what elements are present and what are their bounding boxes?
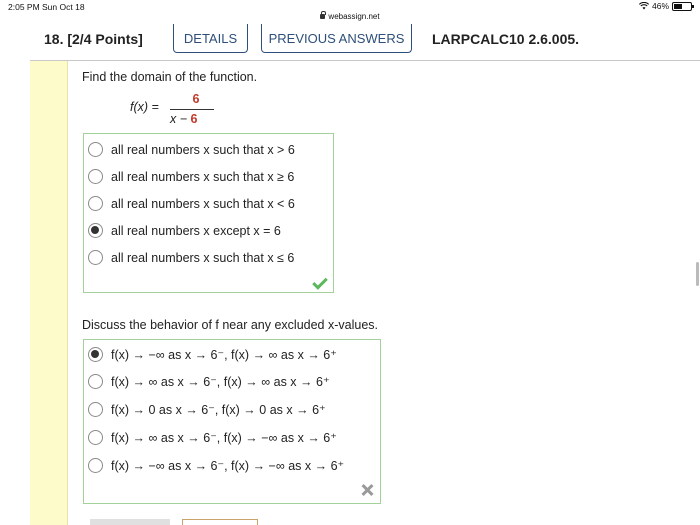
- option-label: all real numbers x such that x ≥ 6: [111, 169, 295, 184]
- wifi-icon: [639, 2, 649, 10]
- part2-option[interactable]: [88, 374, 330, 389]
- option-label: f(x) → ∞ as x → 6⁻, f(x) → −∞ as x → 6⁺: [111, 431, 337, 445]
- incorrect-x-icon: [360, 483, 374, 497]
- part1-prompt: Find the domain of the function.: [82, 70, 258, 84]
- url-bar[interactable]: [0, 12, 700, 24]
- url-text: webassign.net: [328, 12, 380, 21]
- part2-option[interactable]: [88, 347, 337, 362]
- question-points: [2/4 Points]: [67, 31, 143, 47]
- denominator-value: 6: [190, 112, 198, 126]
- fraction-bar: [170, 109, 214, 110]
- part2-option[interactable]: [88, 430, 337, 445]
- part1-option[interactable]: [88, 142, 295, 157]
- question-number-text: 18.: [44, 31, 64, 47]
- option-label: f(x) → ∞ as x → 6⁻, f(x) → ∞ as x → 6⁺: [111, 375, 330, 389]
- radio-button[interactable]: [88, 458, 103, 473]
- part2-prompt: Discuss the behavior of f near any excluded x-values.: [82, 318, 378, 332]
- option-label: f(x) → 0 as x → 6⁻, f(x) → 0 as x → 6⁺: [111, 403, 326, 417]
- option-label: all real numbers x except x = 6: [111, 223, 281, 238]
- radio-button[interactable]: [88, 374, 103, 389]
- details-button[interactable]: DETAILS: [173, 24, 248, 53]
- option-label: all real numbers x such that x < 6: [111, 196, 295, 211]
- battery-percent: 46%: [651, 1, 669, 11]
- part1-option[interactable]: [88, 223, 281, 238]
- option-label: f(x) → −∞ as x → 6⁻, f(x) → −∞ as x → 6⁺: [111, 459, 345, 473]
- scrollbar[interactable]: [696, 262, 699, 286]
- denominator-prefix: x −: [170, 112, 191, 126]
- function-numerator: 6: [192, 92, 200, 106]
- next-part-label-cutoff: [90, 519, 170, 525]
- part1-option[interactable]: [88, 169, 294, 184]
- question-header: [30, 24, 700, 61]
- function-lhs: f(x) =: [130, 100, 159, 114]
- part2-option[interactable]: [88, 402, 326, 417]
- function-denominator: [170, 112, 197, 126]
- next-part-input-cutoff[interactable]: [182, 519, 258, 525]
- previous-answers-button[interactable]: PREVIOUS ANSWERS: [261, 24, 412, 53]
- status-right: [639, 1, 692, 11]
- part1-option[interactable]: [88, 196, 295, 211]
- part2-answer-box: [83, 339, 381, 504]
- battery-icon: [672, 2, 692, 11]
- lock-icon: [320, 14, 325, 19]
- status-bar: [0, 0, 700, 12]
- option-label: all real numbers x such that x ≤ 6: [111, 250, 295, 265]
- part2-option[interactable]: [88, 458, 344, 473]
- part1-answer-box: [83, 133, 334, 293]
- part1-option[interactable]: [88, 250, 294, 265]
- radio-button[interactable]: [88, 142, 103, 157]
- radio-button-selected[interactable]: [88, 223, 103, 238]
- radio-button[interactable]: [88, 430, 103, 445]
- question-id: LARPCALC10 2.6.005.: [432, 31, 580, 47]
- radio-button[interactable]: [88, 196, 103, 211]
- radio-button[interactable]: [88, 169, 103, 184]
- correct-check-icon: [312, 274, 328, 290]
- option-label: f(x) → −∞ as x → 6⁻, f(x) → ∞ as x → 6⁺: [111, 348, 337, 362]
- radio-button[interactable]: [88, 250, 103, 265]
- status-time: 2:05 PM Sun Oct 18: [8, 2, 85, 12]
- radio-button[interactable]: [88, 402, 103, 417]
- question-number: [44, 31, 143, 47]
- question-gutter: [30, 61, 68, 525]
- option-label: all real numbers x such that x > 6: [111, 142, 295, 157]
- radio-button-selected[interactable]: [88, 347, 103, 362]
